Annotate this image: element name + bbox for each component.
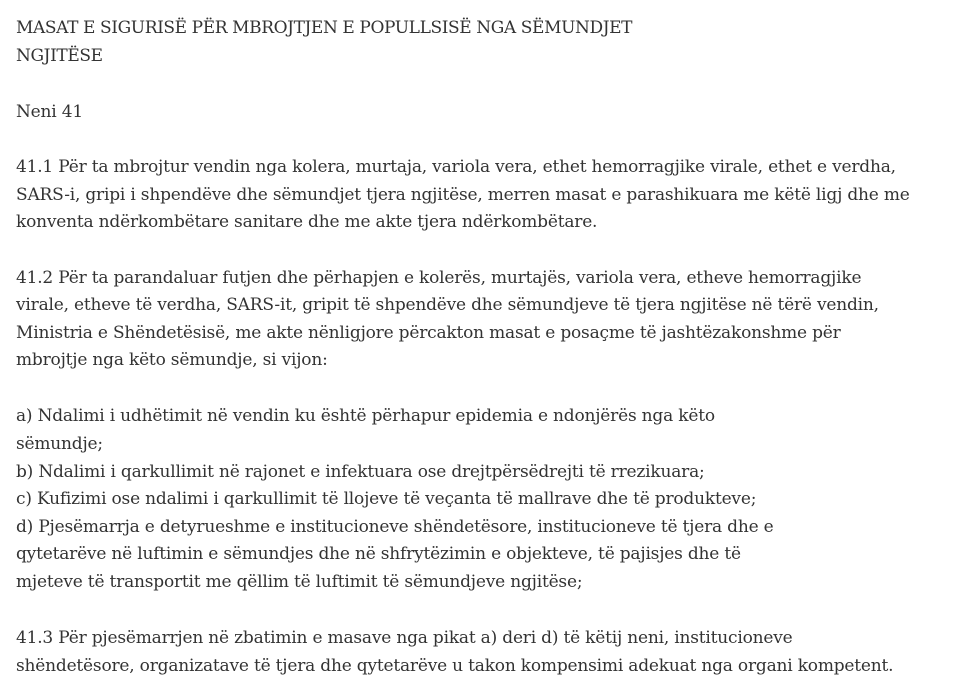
article-heading: Neni 41 [16, 102, 83, 122]
list-item-line: c) Kufizimi ose ndalimi i qarkullimit të llojeve të veçanta të mallrave dhe të produkteve; [16, 489, 757, 509]
paragraph-41-2-line: mbrojtje nga këto sëmundje, si vijon: [16, 350, 328, 370]
paragraph-41-1-line: SARS-i, gripi i shpendëve dhe sëmundjet tjera ngjitëse, merren masat e parashikuara me këtë ligj dhe me [16, 185, 910, 205]
paragraph-41-2-line: 41.2 Për ta parandaluar futjen dhe përhapjen e kolerës, murtajës, variola vera, etheve hemorragjike [16, 268, 862, 288]
paragraph-41-1-line: konventa ndërkombëtare sanitare dhe me akte tjera ndërkombëtare. [16, 212, 598, 232]
paragraph-41-2-line: virale, etheve të verdha, SARS-it, gripit të shpendëve dhe sëmundjeve të tjera ngjitëse në tërë vendin, [16, 295, 879, 315]
paragraph-41-3-line: shëndetësore, organizatave të tjera dhe qytetarëve u takon kompensimi adekuat nga organi kompetent. [16, 656, 894, 676]
list-item-line: d) Pjesëmarrja e detyrueshme e institucioneve shëndetësore, institucioneve të tjera dhe e [16, 517, 774, 537]
list-item-line: sëmundje; [16, 434, 103, 454]
list-item-line: qytetarëve në luftimin e sëmundjes dhe në shfrytëzimin e objekteve, të pajisjes dhe të [16, 544, 741, 564]
list-item-line: a) Ndalimi i udhëtimit në vendin ku është përhapur epidemia e ndonjërës nga këto [16, 406, 715, 426]
document-title-line-2: NGJITËSE [16, 46, 103, 66]
paragraph-41-2-line: Ministria e Shëndetësisë, me akte nënligjore përcakton masat e posaçme të jashtëzakonshme për [16, 323, 841, 343]
list-item-line: mjeteve të transportit me qëllim të luftimit të sëmundjeve ngjitëse; [16, 572, 583, 592]
paragraph-41-1-line: 41.1 Për ta mbrojtur vendin nga kolera, murtaja, variola vera, ethet hemorragjike virale, ethet e verdha, [16, 157, 896, 177]
list-item-line: b) Ndalimi i qarkullimit në rajonet e infektuara ose drejtpërsëdrejti të rrezikuara; [16, 462, 705, 482]
paragraph-41-3-line: 41.3 Për pjesëmarrjen në zbatimin e masave nga pikat a) deri d) të këtij neni, institucioneve [16, 628, 793, 648]
document-title-line-1: MASAT E SIGURISË PËR MBROJTJEN E POPULLSISË NGA SËMUNDJET [16, 18, 633, 38]
